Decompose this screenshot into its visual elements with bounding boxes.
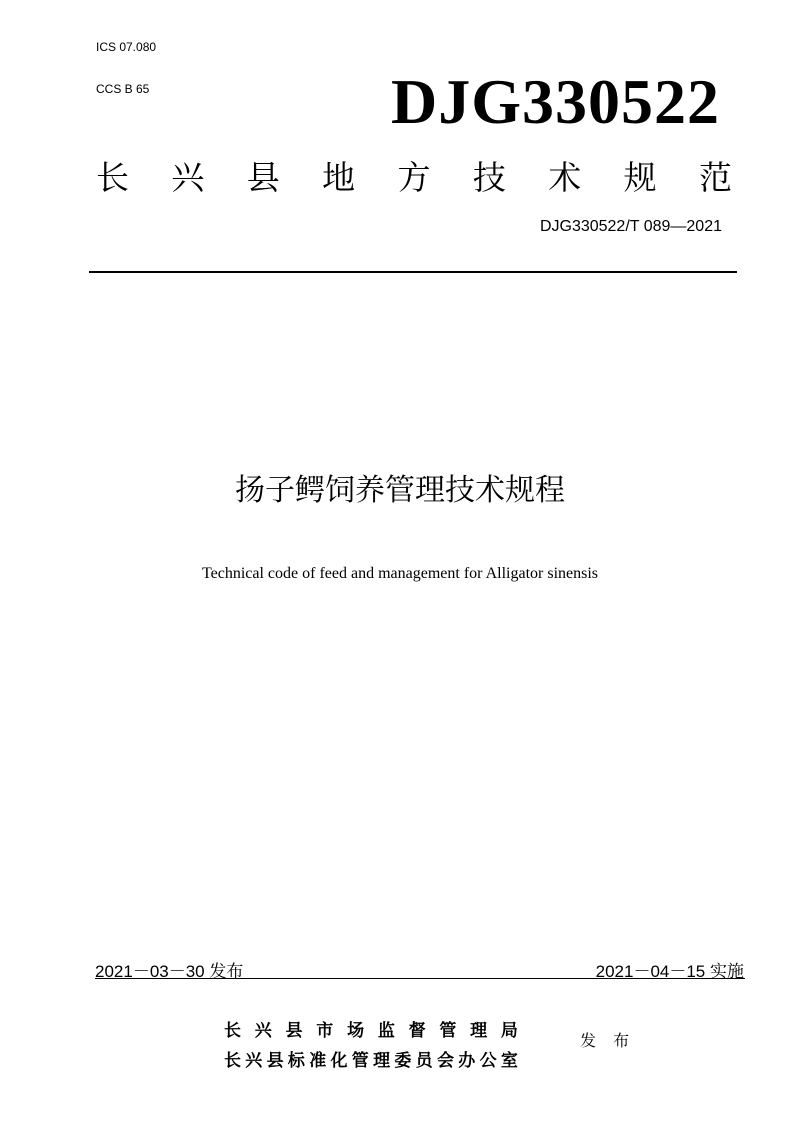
issuer-char: 会	[436, 1051, 454, 1071]
spec-type-char: 兴	[171, 158, 205, 197]
implement-date: 2021－04－15 实施	[595, 962, 744, 981]
issuer-standardization-office	[224, 1046, 518, 1071]
footer-divider	[95, 978, 745, 979]
document-title-english: Technical code of feed and management for Alligator sinensis	[201, 565, 599, 582]
ics-code: ICS 07.080	[96, 40, 157, 54]
issuer-char: 监	[377, 1021, 395, 1041]
spec-type-char: 地	[322, 158, 356, 197]
issuer-char: 督	[408, 1021, 426, 1041]
issuer-char: 县	[285, 1021, 303, 1041]
publish-date: 2021－03－30 发布	[95, 962, 244, 981]
spec-type-char: 技	[472, 158, 506, 197]
issuer-char: 公	[479, 1051, 497, 1071]
spec-type-char: 规	[623, 158, 657, 197]
spec-type-char: 范	[699, 158, 732, 197]
issuer-char: 标	[287, 1051, 305, 1071]
issuer-char: 长	[224, 1051, 241, 1071]
spec-type-char: 方	[397, 158, 431, 197]
ccs-code: CCS B 65	[96, 82, 150, 96]
issuer-char: 员	[415, 1051, 433, 1071]
issuer-char: 场	[347, 1021, 365, 1041]
document-title-chinese: 扬子鳄饲养管理技术规程	[235, 473, 565, 508]
issuer-char: 兴	[245, 1051, 263, 1071]
issuer-char: 长	[224, 1021, 241, 1041]
standard-code-large: DJG330522	[391, 66, 720, 137]
spec-type-char: 县	[246, 158, 280, 197]
issuer-char: 办	[458, 1051, 476, 1071]
issuer-char: 县	[266, 1051, 284, 1071]
issuer-char: 化	[330, 1051, 348, 1071]
standard-number: DJG330522/T 089—2021	[539, 218, 722, 235]
issuer-char: 市	[316, 1021, 334, 1041]
issue-label: 发 布	[580, 1031, 636, 1050]
issuer-char: 兴	[254, 1021, 272, 1041]
header-divider	[89, 271, 737, 273]
issuer-char: 理	[373, 1051, 391, 1071]
issuer-char: 局	[500, 1021, 518, 1041]
issuer-char: 室	[500, 1051, 518, 1071]
issuer-market-supervision-bureau	[224, 1016, 518, 1041]
spec-type-heading	[96, 156, 732, 200]
issuer-char: 委	[394, 1051, 412, 1071]
issuer-char: 准	[309, 1051, 327, 1071]
issuer-char: 理	[470, 1021, 488, 1041]
issuer-char: 管	[439, 1021, 457, 1041]
spec-type-char: 长	[96, 158, 129, 197]
issuer-char: 管	[351, 1051, 369, 1071]
spec-type-char: 术	[548, 158, 582, 197]
